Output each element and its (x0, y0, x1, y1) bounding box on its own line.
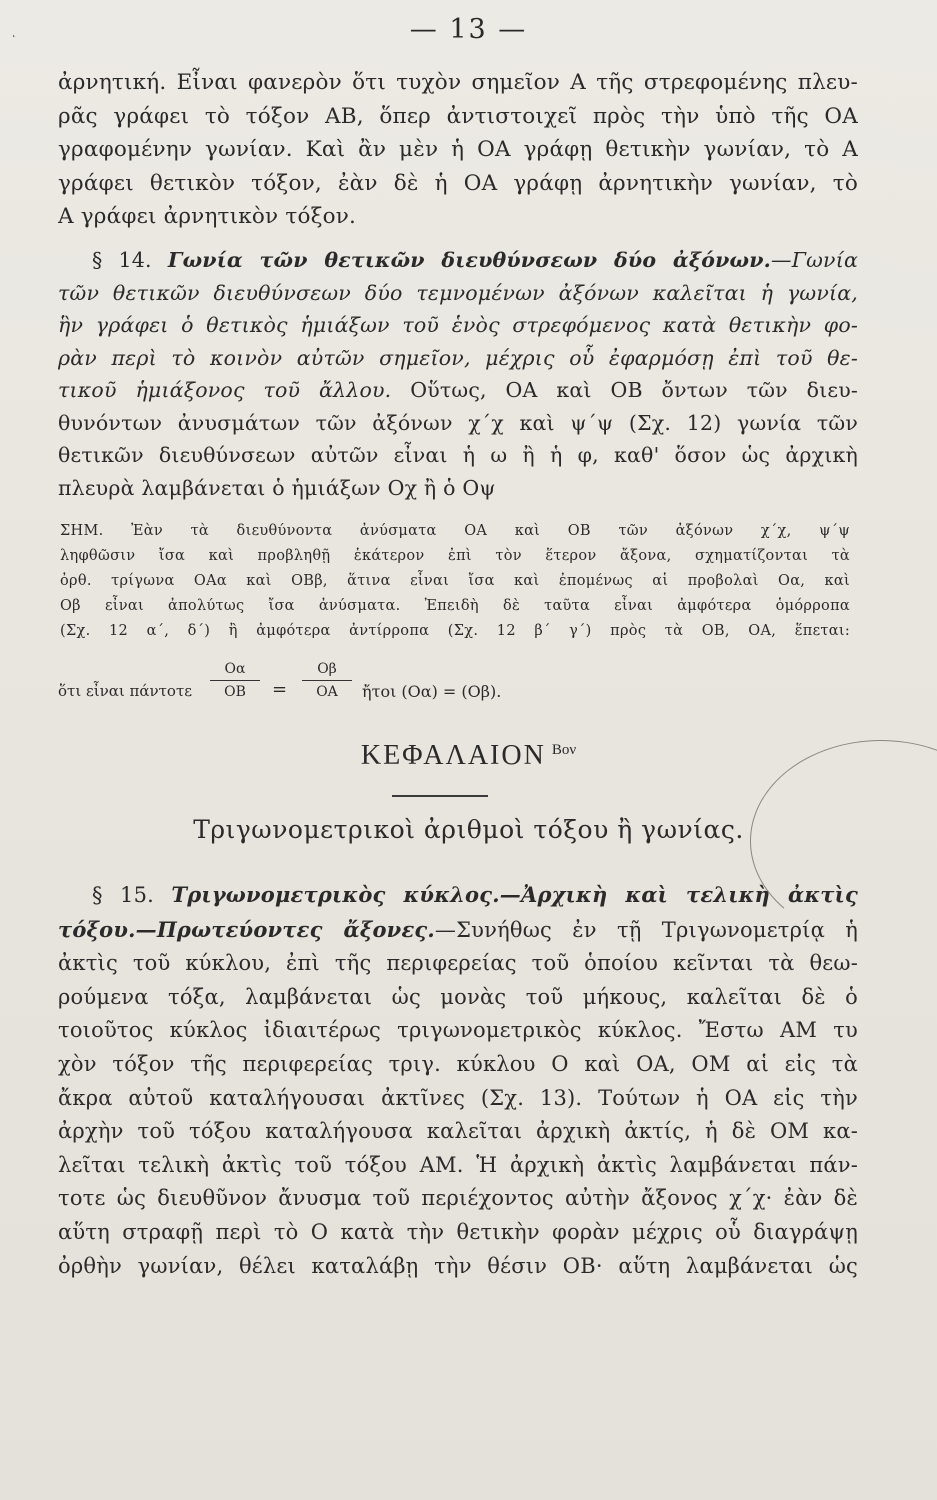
text-line (58, 374, 858, 407)
text-line: πλευρὰ λαμβάνεται ὁ ἡμιάξων Οχ ἢ ὁ Οψ (58, 475, 496, 500)
text-line: θετικῶν διευθύνσεων αὐτῶν εἶναι ἡ ω ἢ ἡ φ, καθ' ὅσον ὡς ἀρχικὴ (58, 443, 858, 467)
note-line: ληφθῶσιν ἴσα καὶ προβληθῇ ἑκάτερον ἐπὶ τὸν ἕτερον ἄξονα, σχηματίζονται τὰ (60, 548, 850, 564)
text-line: ἀρχὴν τοῦ τόξου καταλήγουσα καλεῖται ἀρχικὴ ἀκτίς, ἡ δὲ ΟΜ κα- (58, 1119, 858, 1144)
note-line: ὀρθ. τρίγωνα ΟΑα καὶ ΟΒβ, ἅτινα εἶναι ἴσα καὶ ἐπομένως αἱ προβολαὶ Οα, καὶ (60, 573, 850, 589)
chapter-ordinal: Bον (551, 742, 577, 758)
text-line: τοτε ὡς διευθῦνον ἄνυσμα τοῦ περιέχοντος αὐτὴν ἄξονος χ΄χ· ἐὰν δὲ (58, 1186, 858, 1211)
note-block (60, 519, 850, 644)
text-line: ρᾶς γράφει τὸ τόξον ΑΒ, ὅπερ ἀντιστοιχεῖ πρὸς τὴν ὑπὸ τῆς ΟΑ (58, 103, 858, 129)
text-line: τῶν θετικῶν διευθύνσεων δύο τεμνομένων ἀξόνων καλεῖται ἡ γωνία, (58, 280, 858, 305)
text-line: αὕτη στραφῇ περὶ τὸ Ο κατὰ τὴν θετικὴν φορὰν μέχρις οὗ διαγράψῃ (58, 1219, 858, 1244)
numerator: Οβ (317, 661, 337, 677)
text-line: λεῖται τελικὴ ἀκτὶς τοῦ τόξου ΑΜ. Ἡ ἀρχικὴ ἀκτὶς λαμβάνεται πάν- (58, 1152, 858, 1177)
heading-continuation: —Γωνία (771, 248, 858, 272)
text-line: ἄκρα αὐτοῦ καταλήγουσαι ἀκτῖνες (Σχ. 13). Τούτων ἡ ΟΑ εἰς τὴν (58, 1085, 858, 1110)
text-line: ρὰν περὶ τὸ κοινὸν αὐτῶν σημεῖον, μέχρις οὗ ἐφαρμόσῃ ἐπὶ τοῦ θε- (58, 345, 858, 370)
page-number: — 13 — (409, 14, 528, 45)
denominator: ΟΒ (224, 684, 246, 700)
chapter-rule (392, 795, 488, 797)
section-heading-line (58, 244, 858, 277)
note-line: Οβ εἶναι ἀπολύτως ἴσα ἀνύσματα. Ἐπειδὴ δὲ ταῦτα εἶναι ἀμφότερα ὁμόρροπα (60, 598, 850, 614)
text-line: Α γράφει ἀρνητικὸν τόξον. (58, 204, 357, 229)
text-line: ρούμενα τόξα, λαμβάνεται ὡς μονὰς τοῦ μήκους, καλεῖται δὲ ὁ (58, 984, 858, 1009)
formula-result: ἤτοι (Οα) = (Οβ). (362, 682, 502, 701)
text-span: τικοῦ ἡμιάξονος τοῦ ἄλλου. (58, 378, 392, 402)
note-line: (Σχ. 12 α΄, δ΄) ἢ ἀμφότερα ἀντίρροπα (Σχ. 12 β΄ γ΄) πρὸς τὰ ΟΒ, ΟΑ, ἕπεται: (60, 623, 850, 639)
section-number: § 15. (92, 883, 155, 907)
fraction-bar (210, 680, 260, 681)
chapter-subtitle: Τριγωνομετρικοὶ ἀριθμοὶ τόξου ἢ γωνίας. (193, 815, 744, 844)
text-line: ὀρθὴν γωνίαν, θέλει καταλάβῃ τὴν θέσιν ΟΒ· αὕτη λαμβάνεται ὡς (58, 1253, 858, 1278)
section-heading-continuation: τόξου.—Πρωτεύοντες ἄξονες. (58, 916, 435, 942)
fraction-bar (302, 680, 352, 681)
note-formula (58, 660, 858, 720)
section-heading: Γωνία τῶν θετικῶν διευθύνσεων δύο ἀξόνων. (167, 248, 772, 272)
text-line: γραφομένην γωνίαν. Καὶ ἂν μὲν ἡ ΟΑ γράφῃ θετικὴν γωνίαν, τὸ Α (58, 137, 858, 162)
text-line: γράφει θετικὸν τόξον, ἐὰν δὲ ἡ ΟΑ γράφῃ ἀρνητικὴν γωνίαν, τὸ (58, 170, 858, 196)
note-line: ΣΗΜ. Ἐὰν τὰ διευθύνοντα ἀνύσματα ΟΑ καὶ ΟΒ τῶν ἀξόνων χ΄χ, ψ΄ψ (60, 523, 850, 539)
text-line: τοιοῦτος κύκλος ἰδιαιτέρως τριγωνομετρικὸς κύκλος. Ἔστω ΑΜ τυ (58, 1018, 858, 1043)
section-15 (58, 878, 858, 1283)
section-number: § 14. (92, 248, 152, 272)
text-line: ἀκτὶς τοῦ κύκλου, ἐπὶ τῆς περιφερείας τοῦ ὁποίου κεῖνται τὰ θεω- (58, 951, 858, 976)
section-heading: Τριγωνομετρικὸς κύκλος. (171, 882, 500, 907)
fraction-ob-oa (302, 660, 352, 701)
text-line (58, 913, 858, 948)
text-line: ἀρνητική. Εἶναι φανερὸν ὅτι τυχὸν σημεῖον Α τῆς στρεφομένης πλευ- (58, 70, 858, 95)
equals-sign: = (272, 679, 288, 700)
section-14 (58, 244, 858, 504)
text-span: —Συνήθως ἐν τῇ Τριγωνομετρίᾳ ἡ (434, 917, 858, 942)
numerator: Οα (224, 661, 246, 677)
text-line: θυνόντων ἀνυσμάτων τῶν ἀξόνων χ΄χ καὶ ψ΄ψ (Σχ. 12) γωνία τῶν (58, 410, 858, 435)
section-heading-line (58, 878, 858, 913)
denominator: ΟΑ (316, 684, 338, 700)
text-line: χὸν τόξον τῆς περιφερείας τριγ. κύκλου Ο καὶ ΟΑ, ΟΜ αἱ εἰς τὰ (58, 1051, 858, 1076)
fraction-oa-ob (210, 660, 260, 701)
paragraph-arc-definition (58, 66, 858, 234)
chapter-title-text: ΚΕΦΑΛΑΙΟΝ (360, 740, 546, 771)
text-span: Οὕτως, ΟΑ καὶ ΟΒ ὄντων τῶν διευ- (410, 378, 858, 402)
text-line: ἣν γράφει ὁ θετικὸς ἡμιάξων τοῦ ἑνὸς στρεφόμενος κατὰ θετικὴν φο- (58, 313, 858, 337)
section-heading-continuation: —Ἀρχικὴ καὶ τελικὴ ἀκτὶς (499, 882, 858, 907)
formula-lead: ὅτι εἶναι πάντοτε (58, 682, 193, 700)
